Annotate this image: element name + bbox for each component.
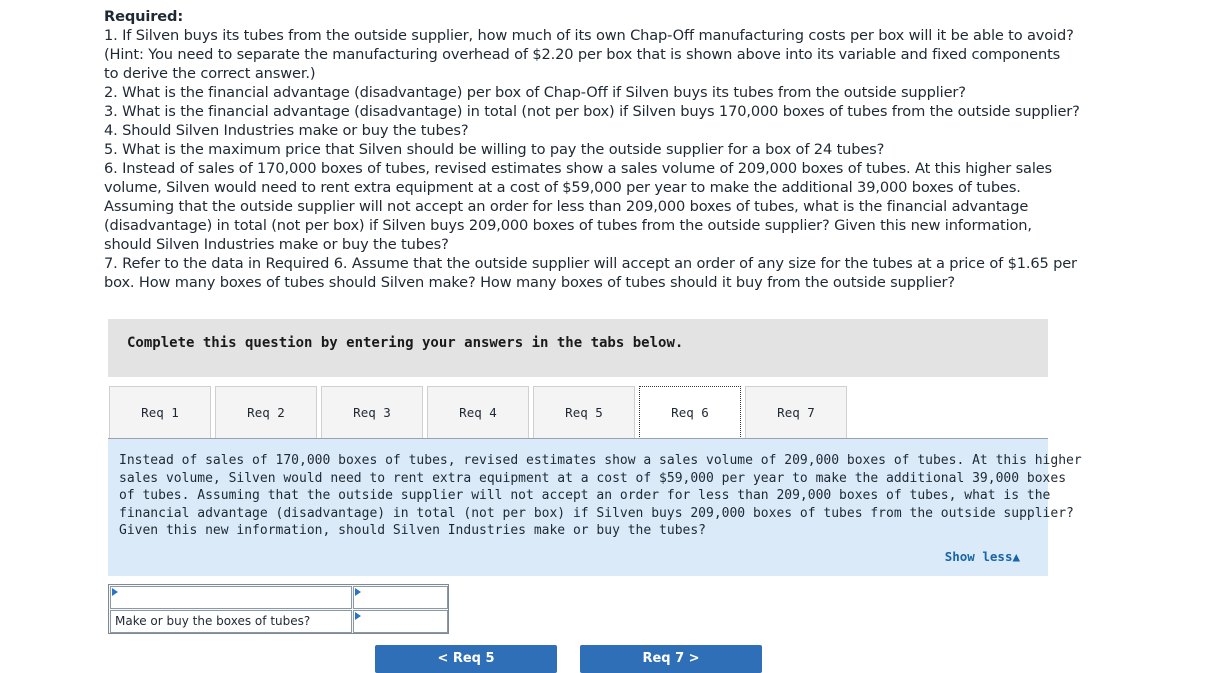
- question-line: sales volume, Silven would need to rent extra equipment at a cost of $59,000 per year to make the additional 39,000 boxes: [119, 470, 1067, 486]
- tab-req-4[interactable]: Req 4: [427, 386, 529, 438]
- required-line: (Hint: You need to separate the manufacturing overhead of $2.20 per box that is shown above into its variable and fixed components: [104, 46, 1061, 63]
- tab-req-5[interactable]: Req 5: [533, 386, 635, 438]
- required-heading: Required:: [104, 8, 184, 25]
- tab-req-3[interactable]: Req 3: [321, 386, 423, 438]
- next-req-button[interactable]: Req 7 >: [580, 645, 762, 673]
- make-or-buy-label: Make or buy the boxes of tubes?: [115, 614, 311, 628]
- instruction-text: Complete this question by entering your answers in the tabs below.: [127, 335, 684, 351]
- input-marker-icon: [112, 588, 118, 596]
- triangle-up-icon: ▲: [1012, 549, 1020, 564]
- question-line: financial advantage (disadvantage) in total (not per box) if Silven buys 209,000 boxes of tubes from the outside supplier?: [119, 505, 1074, 521]
- financial-advantage-input-cell[interactable]: [353, 586, 448, 609]
- required-line: box. How many boxes of tubes should Silven make? How many boxes of tubes should it buy from the outside supplier?: [104, 274, 956, 291]
- required-line: 1. If Silven buys its tubes from the outside supplier, how much of its own Chap-Off manufacturing costs per box will it be able to avoid?: [104, 27, 1074, 44]
- financial-advantage-label-cell[interactable]: [110, 586, 352, 609]
- question-line: of tubes. Assuming that the outside supplier will not accept an order for less than 209,000 boxes of tubes, what is the: [119, 488, 1051, 504]
- make-or-buy-select[interactable]: [354, 611, 451, 634]
- required-line: Assuming that the outside supplier will not accept an order for less than 209,000 boxes of tubes, what is the financial advantage: [104, 198, 1029, 215]
- required-line: 3. What is the financial advantage (disadvantage) in total (not per box) if Silven buys 170,000 boxes of tubes from the outside supplier?: [104, 103, 1080, 120]
- instruction-bar: [108, 319, 1048, 377]
- tab-req-1[interactable]: Req 1: [109, 386, 211, 438]
- answer-table: [108, 584, 449, 634]
- make-or-buy-label-cell: [110, 610, 352, 633]
- show-less-label: Show less: [944, 549, 1013, 564]
- question-line: Given this new information, should Silven Industries make or buy the tubes?: [119, 523, 706, 539]
- tab-req-7[interactable]: Req 7: [745, 386, 847, 438]
- tab-req-2[interactable]: Req 2: [215, 386, 317, 438]
- tab-req-6[interactable]: Req 6: [639, 386, 741, 439]
- required-line: 4. Should Silven Industries make or buy the tubes?: [104, 122, 469, 139]
- required-line: should Silven Industries make or buy the tubes?: [104, 236, 449, 253]
- input-marker-icon: [355, 588, 361, 596]
- question-panel: [108, 439, 1082, 576]
- required-line: volume, Silven would need to rent extra equipment at a cost of $59,000 per year to make the additional 39,000 boxes of tubes.: [104, 179, 1021, 196]
- required-line: (disadvantage) in total (not per box) if Silven buys 209,000 boxes of tubes from the outside supplier? Given this new information,: [104, 217, 1032, 234]
- question-line: Instead of sales of 170,000 boxes of tubes, revised estimates show a sales volume of 209,000 boxes of tubes. At this higher: [119, 453, 1082, 468]
- financial-advantage-input[interactable]: [354, 587, 451, 610]
- required-line: 6. Instead of sales of 170,000 boxes of tubes, revised estimates show a sales volume of 209,000 boxes of tubes. At this higher sales: [104, 160, 1053, 177]
- required-line: 5. What is the maximum price that Silven should be willing to pay the outside supplier for a box of 24 tubes?: [104, 141, 885, 158]
- show-less-link[interactable]: [945, 549, 1020, 564]
- make-or-buy-select-cell[interactable]: [353, 610, 448, 633]
- input-marker-icon: [355, 612, 361, 620]
- required-line: to derive the correct answer.): [104, 65, 316, 82]
- question-text: [119, 452, 1082, 540]
- required-line: 7. Refer to the data in Required 6. Assume that the outside supplier will accept an order of any size for the tubes at a price of $1.65 per: [104, 255, 1077, 272]
- required-line: 2. What is the financial advantage (disadvantage) per box of Chap-Off if Silven buys its tubes from the outside supplier?: [104, 84, 966, 101]
- prev-req-button[interactable]: < Req 5: [375, 645, 557, 673]
- required-section: [104, 7, 1174, 292]
